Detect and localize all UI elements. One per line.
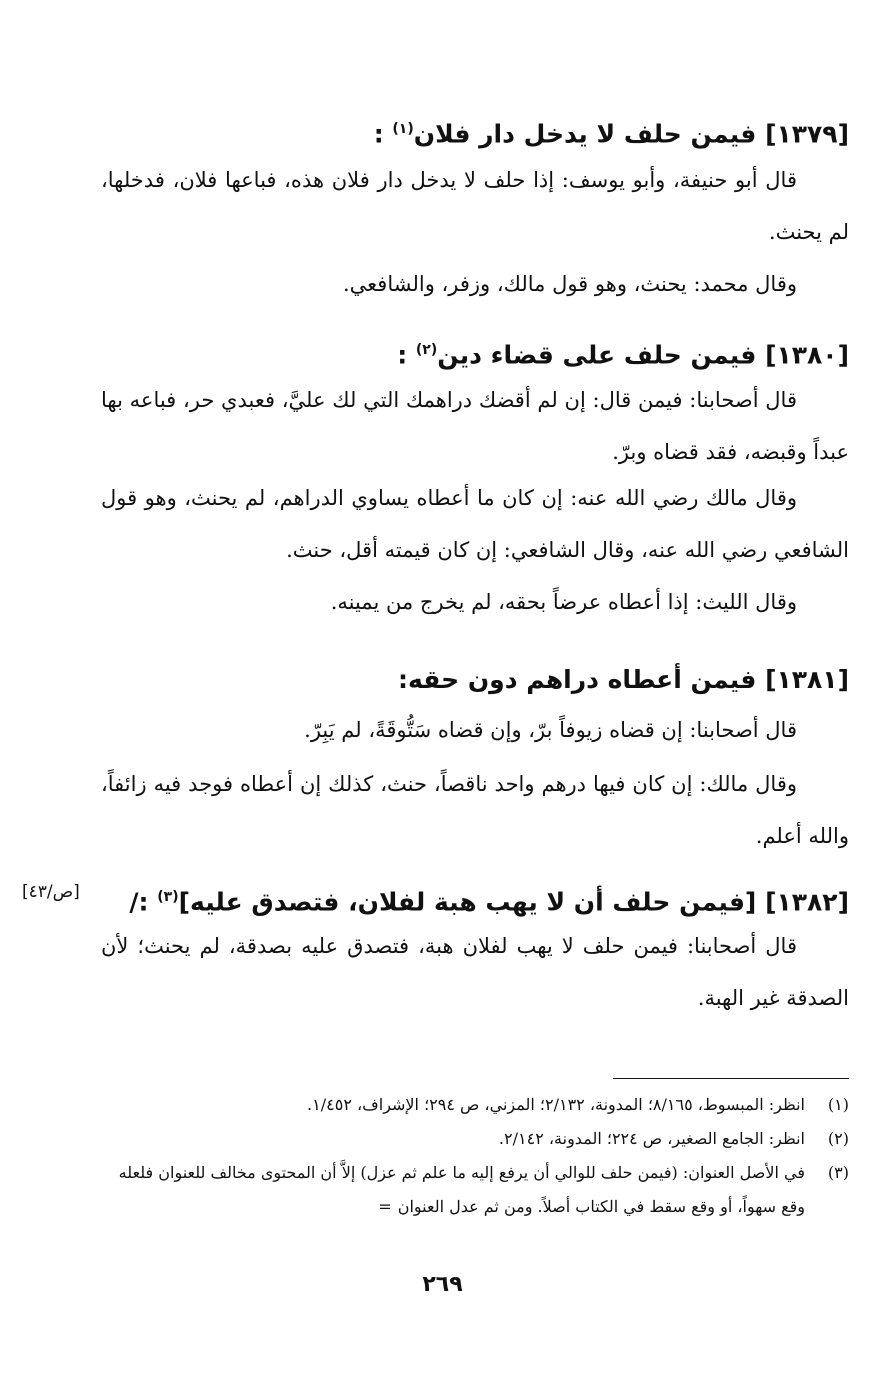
paragraph: قال أصحابنا: فيمن حلف لا يهب لفلان هبة، فتصدق عليه بصدقة، لم يحنث؛ لأن الصدقة غير الهبة. (101, 934, 849, 1010)
paragraph: قال أصحابنا: إن قضاه زيوفاً برّ، وإن قضاه سَتُّوقَةً، لم يَبِرّ. (304, 718, 797, 742)
paragraph: قال أبو حنيفة، وأبو يوسف: إذا حلف لا يدخل دار فلان هذه، فباعها فلان، فدخلها، لم يحنث. (101, 168, 849, 244)
footnote (101, 1122, 849, 1156)
footnote-ref: (٣) (157, 889, 179, 905)
footnote-text: انظر: الجامع الصغير، ص ٢٢٤؛ المدونة، ٢/١٤٢. (498, 1129, 805, 1148)
section-title: [فيمن حلف أن لا يهب هبة لفلان، فتصدق عليه] (178, 887, 757, 917)
paragraph: قال أصحابنا: فيمن قال: إن لم أقضك دراهمك التي لك عليَّ، فعبدي حر، فباعه بها عبداً وقبضه، فقد قضاه وبرّ. (101, 388, 849, 464)
heading-colon: : (373, 119, 393, 149)
footnote-separator (613, 1078, 849, 1079)
continuation-mark: = (378, 1197, 392, 1216)
heading-colon: :/ (129, 887, 158, 917)
footnote (101, 1088, 849, 1122)
section-title: فيمن حلف لا يدخل دار فلان (413, 119, 757, 149)
section-number: [١٣٨٢] (765, 887, 849, 917)
section-number: [١٣٧٩] (765, 119, 849, 149)
paragraph: وقال الليث: إذا أعطاه عرضاً بحقه، لم يخرج من يمينه. (330, 590, 797, 614)
section-heading-1379 (49, 112, 849, 151)
section-number: [١٣٨٠] (765, 340, 849, 370)
footnote-text: انظر: المبسوط، ٨/١٦٥؛ المدونة، ٢/١٣٢؛ المزني، ص ٢٩٤؛ الإشراف، ١/٤٥٢. (307, 1095, 805, 1114)
footnote-text: في الأصل العنوان: (فيمن حلف للوالي أن يرفع إليه ما علم ثم عزل) إلاَّ أن المحتوى مخالف للعنوان فلعله وقع سهواً، أو وقع سقط في الكتاب أصلاً. ومن ثم عدل العنوان (118, 1163, 805, 1216)
section-title: فيمن حلف على قضاء دين (437, 340, 757, 370)
paragraph: وقال مالك رضي الله عنه: إن كان ما أعطاه يساوي الدراهم، لم يحنث، وهو قول الشافعي رضي الله عنه، وقال الشافعي: إن كان قيمته أقل، حنث. (101, 486, 849, 562)
footnote-number: (٣) (827, 1163, 849, 1182)
heading-colon: : (397, 340, 416, 370)
section-heading-1382 (49, 880, 849, 919)
section-title: فيمن أعطاه دراهم دون حقه: (397, 665, 757, 694)
footnote-number: (٢) (827, 1129, 849, 1148)
section-number: [١٣٨١] (765, 665, 849, 694)
section-heading-1381 (49, 663, 849, 697)
section-heading-1380 (49, 333, 849, 372)
footnotes (101, 1088, 849, 1224)
page-number: ٢٦٩ (422, 1272, 463, 1297)
paragraph: وقال مالك: إن كان فيها درهم واحد ناقصاً، حنث، كذلك إن أعطاه فوجد فيه زائفاً، والله أعلم. (101, 772, 849, 848)
footnote (101, 1156, 849, 1224)
footnote-number: (١) (827, 1095, 849, 1114)
footnote-ref: (٢) (415, 342, 438, 358)
manuscript-page-ref: [ص/٤٣] (22, 882, 80, 902)
footnote-ref: (١) (392, 121, 414, 137)
paragraph: وقال محمد: يحنث، وهو قول مالك، وزفر، والشافعي. (342, 272, 797, 296)
